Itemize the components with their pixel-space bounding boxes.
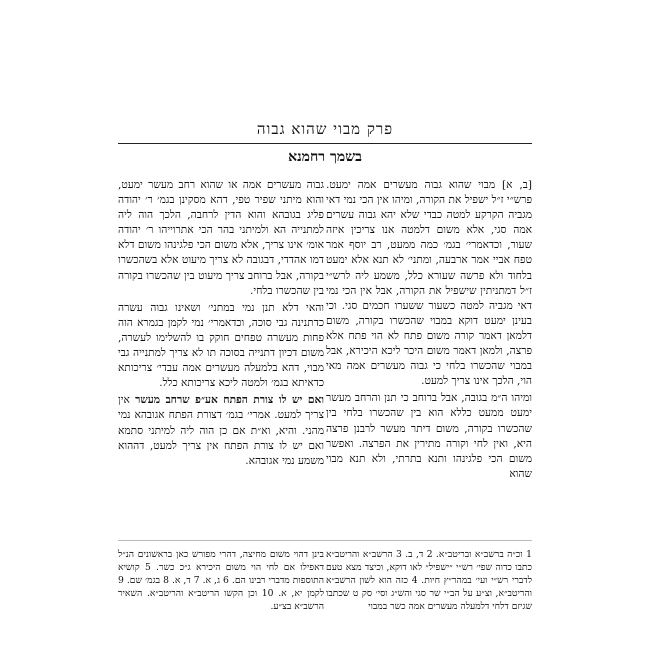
paragraph: [ב, א] מבוי שהוא גבוה מעשרים אמה ימעט. פרש״י ז״ל ישפיל את הקורה, ומיהו אין הכי נמי דאי מגביה הקרקע למטה כבדי שלא יהא גבוה עשרים אמה סגי, אלא משום דלמטה אנו צריכין איזה שעור, וכדאמרי׳ בגמ׳ כמה ממעט, רב יוסף אמר טפח אביי אמר ארבעה, ומתני׳ לא תנא אלא ימעט בלחוד ולא פרשה שעורא כלל, משמע ליה לרש״י ז״ל דמתניתין שישפיל את הקורה, אבל אין הכי נמי דאי מגביה למטה כשעור ששערו חכמים סגי. וכי בעינן ימעט דוקא במבוי שהכשרו בקורה, משום דלמאן דאמר קורה משום פתח לא הוי פתח אלא פרצה, ולמאן דאמר משום היכר ליכא היכירא, אבל במבוי שהכשרו בלחי כי גבוה מעשרים אמה מאי הוי, הלכך אינו צריך למעט. (325, 179, 532, 388)
chapter-title: פרק מבוי שהוא גבוה (256, 120, 394, 138)
paragraph: גבוה מעשרים אמה או שהוא רחב מעשר ימעט, והוא מיתני שפיר טפי, דהא מסקינן בגמ׳ ר׳ יהודה פליג בגובהא והוא הדין לרחבה, הלכך הוה ליה למתנייה הא ולמיתני בהר הכי אתרוייהו ר׳ יהודה אומ׳ אינו צריך, אלא משום הכי פלגינהו משום דלא דמו אהדדי, דבגובה לא צריך מיעוט אלא בשהכשרו בקורה, אבל ברוחב צריך מיעוט בין שהכשרו בקורה בין שהכשרו בלחי. (118, 179, 324, 297)
footnotes-right: 1 וכ״ה ברשב״א ובריטב״א. 2 ד, ב. 3 הרשב״א והריטב״א כתבו כדוה שפי׳ רש״י ״ישפיל״ לאו דוקא, וכיצד מצא טעם לדברי רש״י ועי׳ במהר״ץ חיות. 4 כזה הוא לשון הרשב״א והריטב״א, וצ״ע על הב״י שר סגי והש״ג וסי׳ סק ט שכתבו שגיזם דלחי דלמעלה מעשרים אמה כשר במבוי (326, 549, 532, 612)
paragraph-text: אין צריך למעט. אמרי׳ בגמ׳ דצורת הפתח אגובהא נמי מהני. והיא, וא״ת אם כן הוה ליה למיתני סתמא ואם יש לו צורת הפתח אין צריך למעט, דההוא משמע נמי אגובהא. (118, 394, 324, 467)
lead-phrase: ואם יש לו צורת הפתח אע״פ שרחב מעשר (135, 394, 324, 407)
paragraph: ומיהו ה״מ בגובה, אבל ברוחב כי תנן והרחב מעשר ימעט ממעט כללא הוא בין שהכשרו בלחי בין שהכשרו בקורה, משום דיתר מעשר לרבנן פרצה היא, ואין לחי וקורה מתירין את הפרצה. ואפשר משום הכי פלגינהו ותנא בתרתי, ולא תנא מבוי שהוא (326, 392, 532, 480)
footnotes-left: בינן דהוי משום מחיצה, דהרי מפורש כאן בראשונים הנ״ל דאפילו אם לחי הוי משום היכירא ג״כ כשר. 5 קושיא התוספות מדברי רבינו הם. 6 ג, א. 7 ד, א. 8 בגמ׳ שם. 9 לקמן יא, א. 10 וכן הקשו הריטב״א והריטב״א. השאיר הרשב״א בצ״ע. (118, 549, 324, 612)
paragraph (118, 393, 324, 468)
paragraph: והאי דלא תנן נמי במתני׳ ושאינו גבוה עשרה כדתנינה גבי סוכה, וכדאמרי׳ נמי לקמן בגמרא הוה פחות מעשרה טפחים חוקק בו להשלימו לעשרה, משום דכיון דתנייה בסוכה תו לא צריך למתנייה גבי מבוי, דהא בלמעלה מעשרים אמה עבדי׳ צריכותא כדאיתא בגמ׳ ולמטה ליכא צריכותא כלל. (118, 301, 324, 390)
footnote-divider (118, 540, 532, 541)
header-divider (118, 143, 532, 144)
text-column-right (326, 178, 532, 484)
text-column-left (118, 178, 324, 471)
opening-phrase: בשמך רחמנא (288, 149, 362, 165)
